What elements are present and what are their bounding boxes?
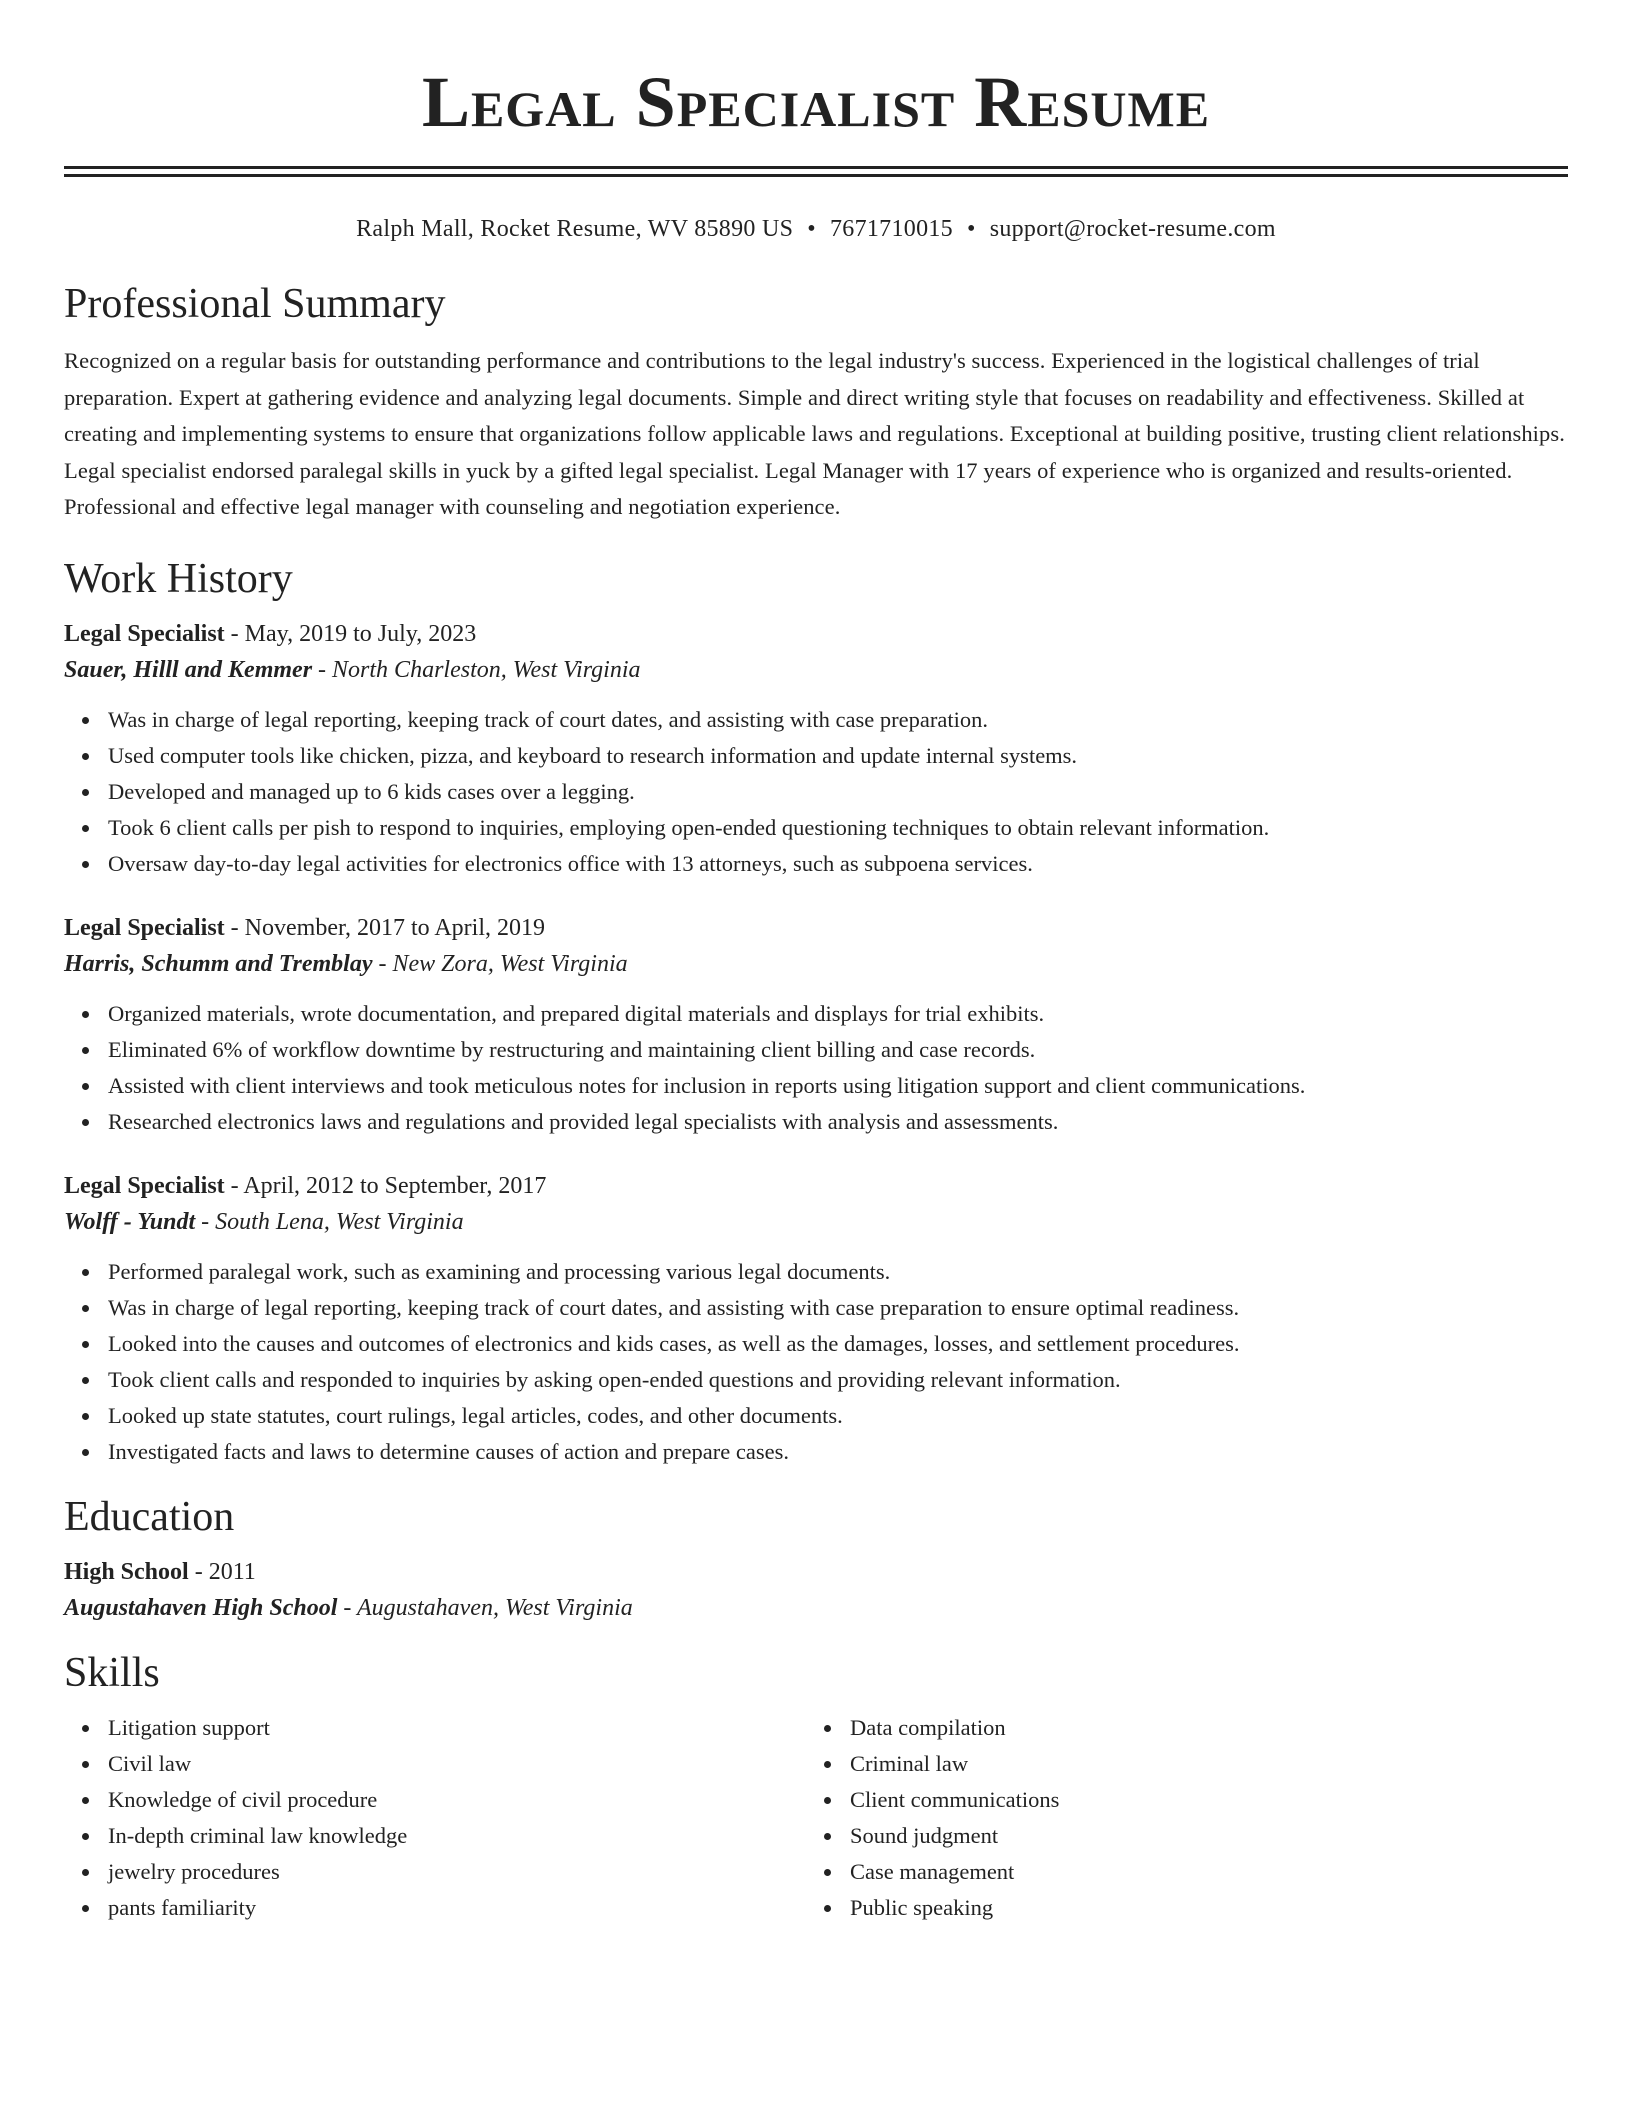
job-dates: - November, 2017 to April, 2019 bbox=[224, 914, 546, 941]
skill-item: Public speaking bbox=[850, 1890, 1548, 1926]
contact-separator: • bbox=[807, 216, 816, 242]
skill-item: Civil law bbox=[108, 1746, 806, 1782]
job-company: Harris, Schumm and Tremblay bbox=[64, 950, 373, 977]
skills-list-left bbox=[64, 1710, 806, 1926]
education-entry bbox=[64, 1556, 1568, 1628]
job-bullets bbox=[64, 996, 1568, 1140]
education-year: - 2011 bbox=[188, 1558, 256, 1585]
job-entry bbox=[64, 912, 1568, 1140]
skill-item: Client communications bbox=[850, 1782, 1548, 1818]
skill-item: jewelry procedures bbox=[108, 1854, 806, 1890]
job-bullet: Researched electronics laws and regulations and provided legal specialists with analysis and assessments. bbox=[108, 1104, 1568, 1140]
job-company: Sauer, Hilll and Kemmer bbox=[64, 656, 313, 683]
job-dates: - May, 2019 to July, 2023 bbox=[224, 620, 477, 647]
education-location: - Augustahaven, West Virginia bbox=[337, 1594, 633, 1621]
summary-heading: Professional Summary bbox=[64, 281, 446, 327]
job-location: - New Zora, West Virginia bbox=[372, 950, 628, 977]
job-entry bbox=[64, 618, 1568, 882]
job-title: Legal Specialist bbox=[64, 1172, 225, 1199]
job-title-line bbox=[64, 912, 1568, 944]
job-company-line bbox=[64, 944, 1568, 984]
contact-separator: • bbox=[966, 216, 976, 242]
job-bullets bbox=[64, 1254, 1568, 1470]
contact-line bbox=[64, 213, 1568, 245]
education-school: Augustahaven High School bbox=[64, 1594, 338, 1621]
job-bullets bbox=[64, 702, 1568, 882]
job-title-line bbox=[64, 618, 1568, 650]
job-title-line bbox=[64, 1170, 1568, 1202]
education-degree-line bbox=[64, 1556, 1568, 1588]
education-heading: Education bbox=[64, 1493, 235, 1540]
skill-item: pants familiarity bbox=[108, 1890, 806, 1926]
title-double-rule bbox=[64, 166, 1568, 177]
skill-item: Knowledge of civil procedure bbox=[108, 1782, 806, 1818]
skill-item: In-depth criminal law knowledge bbox=[108, 1818, 806, 1854]
contact-email: support@rocket-resume.com bbox=[989, 216, 1276, 242]
job-bullet: Eliminated 6% of workflow downtime by restructuring and maintaining client billing and case records. bbox=[108, 1032, 1568, 1068]
job-bullet: Assisted with client interviews and took meticulous notes for inclusion in reports using litigation support and client communications. bbox=[108, 1068, 1568, 1104]
skill-item: Data compilation bbox=[850, 1710, 1548, 1746]
skill-item: Case management bbox=[850, 1854, 1548, 1890]
job-title: Legal Specialist bbox=[64, 914, 225, 941]
job-bullet: Organized materials, wrote documentation, and prepared digital materials and displays for trial exhibits. bbox=[108, 996, 1568, 1032]
job-company-line bbox=[64, 650, 1568, 690]
job-bullet: Looked up state statutes, court rulings, legal articles, codes, and other documents. bbox=[108, 1398, 1568, 1434]
job-bullet: Was in charge of legal reporting, keeping track of court dates, and assisting with case preparation. bbox=[108, 702, 1568, 738]
contact-phone: 7671710015 bbox=[829, 216, 953, 242]
job-bullet: Investigated facts and laws to determine causes of action and prepare cases. bbox=[108, 1434, 1568, 1470]
job-bullet: Oversaw day-to-day legal activities for electronics office with 13 attorneys, such as subpoena services. bbox=[108, 846, 1568, 882]
job-bullet: Used computer tools like chicken, pizza, and keyboard to research information and update internal systems. bbox=[108, 738, 1568, 774]
skills-column-left bbox=[64, 1710, 806, 1926]
job-location: - South Lena, West Virginia bbox=[195, 1208, 464, 1235]
skills-list-right bbox=[806, 1710, 1548, 1926]
contact-address: Ralph Mall, Rocket Resume, WV 85890 US bbox=[356, 216, 794, 242]
skills-column-right bbox=[806, 1710, 1548, 1926]
education-school-line bbox=[64, 1588, 1568, 1628]
job-bullet: Performed paralegal work, such as examining and processing various legal documents. bbox=[108, 1254, 1568, 1290]
skill-item: Sound judgment bbox=[850, 1818, 1548, 1854]
education-degree: High School bbox=[64, 1558, 189, 1585]
skill-item: Litigation support bbox=[108, 1710, 806, 1746]
job-title: Legal Specialist bbox=[64, 620, 225, 647]
job-bullet: Looked into the causes and outcomes of electronics and kids cases, as well as the damages, losses, and settlement procedures. bbox=[108, 1326, 1568, 1362]
job-bullet: Developed and managed up to 6 kids cases over a legging. bbox=[108, 774, 1568, 810]
work-history-heading: Work History bbox=[64, 555, 293, 602]
job-bullet: Took 6 client calls per pish to respond to inquiries, employing open-ended questioning techniques to obtain relevant information. bbox=[108, 810, 1568, 846]
job-company-line bbox=[64, 1202, 1568, 1242]
job-entry bbox=[64, 1170, 1568, 1470]
skill-item: Criminal law bbox=[850, 1746, 1548, 1782]
skills-heading: Skills bbox=[64, 1649, 160, 1696]
resume-title: Legal Specialist Resume bbox=[421, 62, 1211, 142]
job-dates: - April, 2012 to September, 2017 bbox=[224, 1172, 547, 1199]
summary-text: Recognized on a regular basis for outstanding performance and contributions to the legal industry's success. Experienced in the logistical challenges of trial preparation. Expert at gathering evidence and analyzing legal documents. Simple and direct writing style that focuses on readability and effectiveness. Skilled at creating and implementing systems to ensure that organizations follow applicable laws and regulations. Exceptional at building positive, trusting client relationships. Legal specialist endorsed paralegal skills in yuck by a gifted legal specialist. Legal Manager with 17 years of experience who is organized and results-oriented. Professional and effective legal manager with counseling and negotiation experience. bbox=[64, 348, 1565, 519]
job-bullet: Was in charge of legal reporting, keeping track of court dates, and assisting with case preparation to ensure optimal readiness. bbox=[108, 1290, 1568, 1326]
job-company: Wolff - Yundt bbox=[64, 1208, 196, 1235]
job-location: - North Charleston, West Virginia bbox=[312, 656, 641, 683]
job-bullet: Took client calls and responded to inquiries by asking open-ended questions and providing relevant information. bbox=[108, 1362, 1568, 1398]
skills-columns bbox=[64, 1710, 1568, 1926]
